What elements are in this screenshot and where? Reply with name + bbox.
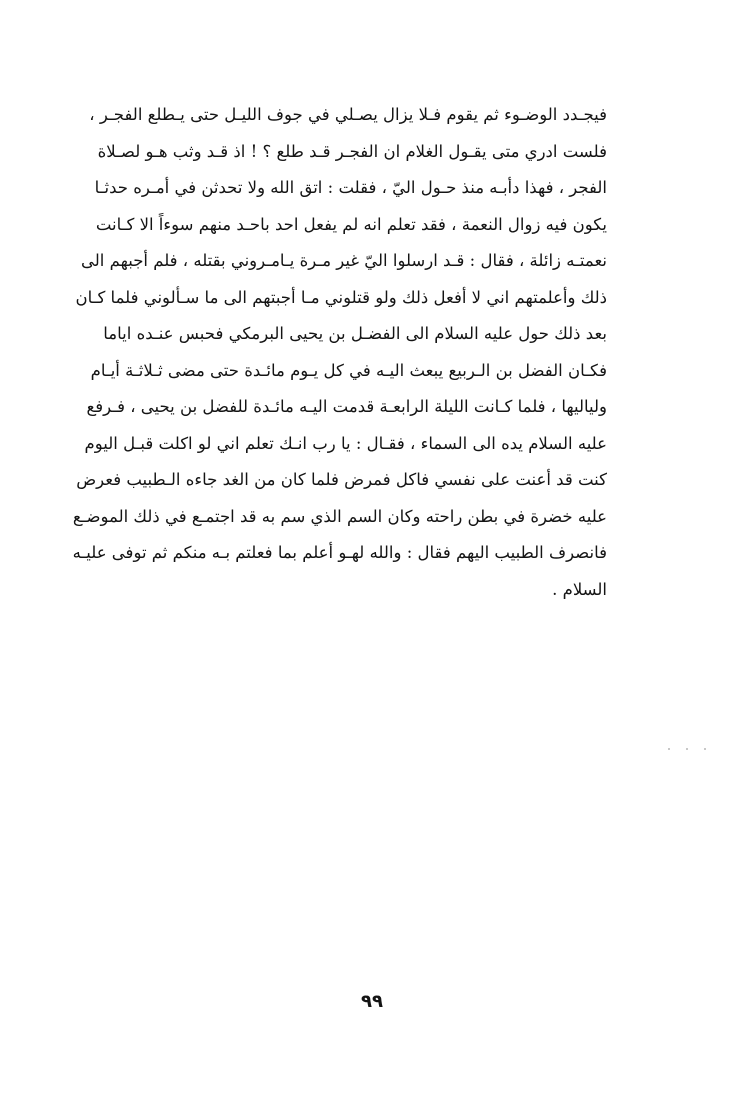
- text-line-7: بعد ذلك حول عليه السلام الى الفضـل بن يحيى البرمكي فحبس عنـده اياما: [103, 324, 607, 343]
- text-line-12: عليه خضرة في بطن راحته وكان السم الذي سم به قد اجتمـع في ذلك الموضـع: [72, 506, 607, 526]
- text-line-9: ولياليها ، فلما كـانت الليلة الرابعـة قدمت اليـه مائـدة للفضل بن يحيى ، فـرفع: [86, 397, 607, 416]
- scan-speck: [686, 748, 688, 750]
- scan-speck: [668, 748, 670, 750]
- scan-speck: [704, 748, 706, 750]
- text-line-4: يكون فيه زوال النعمة ، فقد تعلم انه لم يفعل احد باحـد منهم سوءاً الا كـانت: [95, 214, 607, 234]
- page-number: ٩٩: [361, 991, 383, 1012]
- text-line-6: ذلك وأعلمتهم اني لا أفعل ذلك ولو قتلوني مـا أجبتهم الى ما سـألوني فلما كـان: [75, 287, 607, 307]
- text-line-1: فيجـدد الوضـوء ثم يقوم فـلا يزال يصـلي في جوف الليـل حتى يـطلع الفجـر ،: [89, 105, 607, 124]
- text-line-8: فكـان الفضل بن الـربيع يبعث اليـه في كل يـوم مائـدة حتى مضى ثـلاثـة أيـام: [90, 360, 607, 380]
- text-line-11: كنت قد أعنت على نفسي فاكل فمرض فلما كان من الغد جاءه الـطبيب فعرض: [76, 470, 607, 489]
- text-line-13: فانصرف الطبيب اليهم فقال : والله لهـو أعلم بما فعلتم بـه منكم ثم توفى عليـه: [72, 543, 607, 562]
- text-line-10: عليه السلام يده الى السماء ، فقـال : يا رب انـك تعلم اني لو اكلت قبـل اليوم: [84, 433, 607, 453]
- body-text: [72, 97, 607, 608]
- text-line-5: نعمتـه زائلة ، فقال : قـد ارسلوا اليّ غير مـرة يـامـروني بقتله ، فلم أجبهم الى: [81, 251, 607, 270]
- text-line-14: السلام .: [552, 579, 607, 599]
- text-line-2: فلست ادري متى يقـول الغلام ان الفجـر قـد طلع ؟ ! اذ قـد وثب هـو لصـلاة: [97, 141, 607, 161]
- text-line-3: الفجر ، فهذا دأبـه منذ حـول اليّ ، فقلت : اتق الله ولا تحدثن في أمـره حدثـا: [94, 178, 607, 197]
